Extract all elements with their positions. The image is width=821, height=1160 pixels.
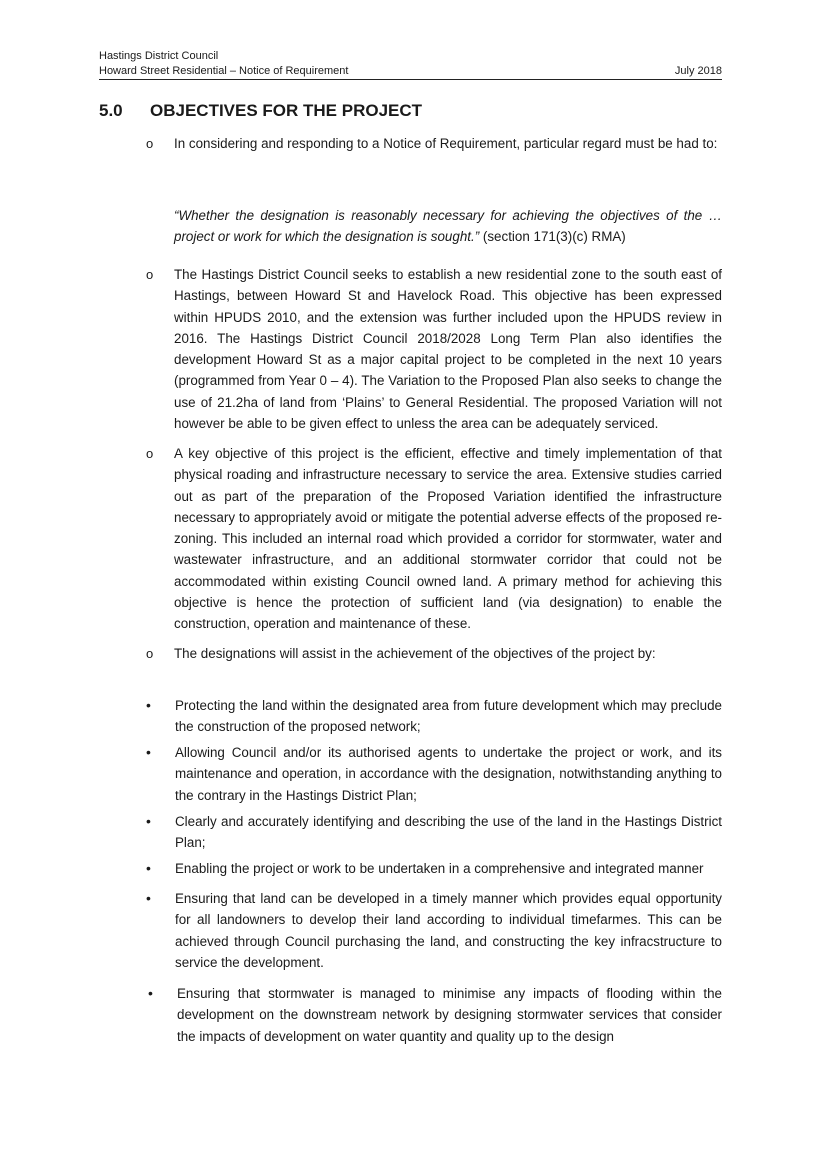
- list-item-text: Ensuring that land can be developed in a timely manner which provides equal opportunity for all landowners to develop their land according to individual timefarmes. This can be achieved through Council purchasing the land, and constructing the key infracstructure to service the development.: [175, 891, 722, 970]
- quote-citation: (section 171(3)(c) RMA): [479, 229, 626, 245]
- circle-bullet-icon: o: [146, 267, 154, 282]
- objective-item: [146, 643, 722, 664]
- list-item-text: Clearly and accurately identifying and describing the use of the land in the Hastings District Plan;: [175, 814, 722, 851]
- section-heading: [99, 101, 722, 121]
- header-doc-title: Howard Street Residential – Notice of Requirement: [99, 65, 349, 77]
- list-item-text: Ensuring that stormwater is managed to minimise any impacts of flooding within the development on the downstream network by designing stormwater services that consider the impacts of development on water quantity and quality up to the design: [177, 986, 722, 1044]
- section-number: 5.0: [99, 101, 123, 120]
- list-item: [146, 888, 722, 973]
- list-item: [146, 811, 722, 854]
- objective-text: A key objective of this project is the efficient, effective and timely implementation of that physical roading and infrastructure necessary to service the area. Extensive studies carried out as part of the preparation of the Proposed Variation identified the infrastructure necessary to appropriately avoid or mitigate the potential adverse effects of the proposed re-zoning. This included an internal road which provided a corridor for stormwater, water and wastewater infrastructure, and an additional stormwater corridor that could not be accommodated within existing Council owned land. A primary method for achieving this objective is hence the protection of sufficient land (via designation) to enable the construction, operation and maintenance of these.: [174, 446, 722, 632]
- circle-bullet-icon: o: [146, 446, 154, 461]
- bullet-icon: •: [146, 697, 151, 713]
- objective-item: [146, 443, 722, 635]
- bullet-icon: •: [148, 985, 153, 1001]
- list-item: [146, 742, 722, 806]
- bullet-icon: •: [146, 813, 151, 829]
- circle-bullet-icon: o: [146, 646, 154, 661]
- header-date: July 2018: [674, 65, 722, 77]
- list-item-text: Enabling the project or work to be undertaken in a comprehensive and integrated manner: [175, 861, 704, 876]
- header-org: Hastings District Council: [99, 50, 219, 62]
- intro-text: In considering and responding to a Notice of Requirement, particular regard must be had to:: [174, 136, 718, 151]
- bullet-icon: •: [146, 744, 151, 760]
- page-header: [99, 49, 722, 80]
- header-rule: [99, 64, 722, 80]
- objective-item: [146, 264, 722, 434]
- list-item-text: Allowing Council and/or its authorised agents to undertake the project or work, and its maintenance and operation, in accordance with the designation, notwithstanding anything to the contrary in the Hastings District Plan;: [175, 745, 722, 803]
- list-item: [146, 695, 722, 738]
- section-title: OBJECTIVES FOR THE PROJECT: [150, 101, 423, 120]
- circle-bullet-icon: o: [146, 136, 154, 151]
- list-item: [148, 983, 722, 1047]
- quote-text: “Whether the designation is reasonably necessary for achieving the objectives of the … project or work for which the designation is sought.”: [174, 208, 722, 245]
- block-quote: [174, 205, 722, 248]
- objective-text: The Hastings District Council seeks to establish a new residential zone to the south east of Hastings, between Howard St and Havelock Road. This objective has been expressed within HPUDS 2010, and the extension was further included upon the HPUDS review in 2016. The Hastings District Council 2018/2028 Long Term Plan also identifies the development Howard St as a major capital project to be completed in the next 10 years (programmed from Year 0 – 4). The Variation to the Proposed Plan also seeks to change the use of 21.2ha of land from ‘Plains’ to General Residential. The proposed Variation will not however be able to be given effect to unless the area can be adequately serviced.: [174, 267, 722, 432]
- bullet-icon: •: [146, 890, 151, 906]
- objective-text: The designations will assist in the achievement of the objectives of the project by:: [174, 646, 656, 661]
- intro-item: [146, 133, 722, 154]
- list-item: [146, 858, 722, 879]
- list-item-text: Protecting the land within the designated area from future development which may preclude the construction of the proposed network;: [175, 698, 722, 735]
- bullet-icon: •: [146, 860, 151, 876]
